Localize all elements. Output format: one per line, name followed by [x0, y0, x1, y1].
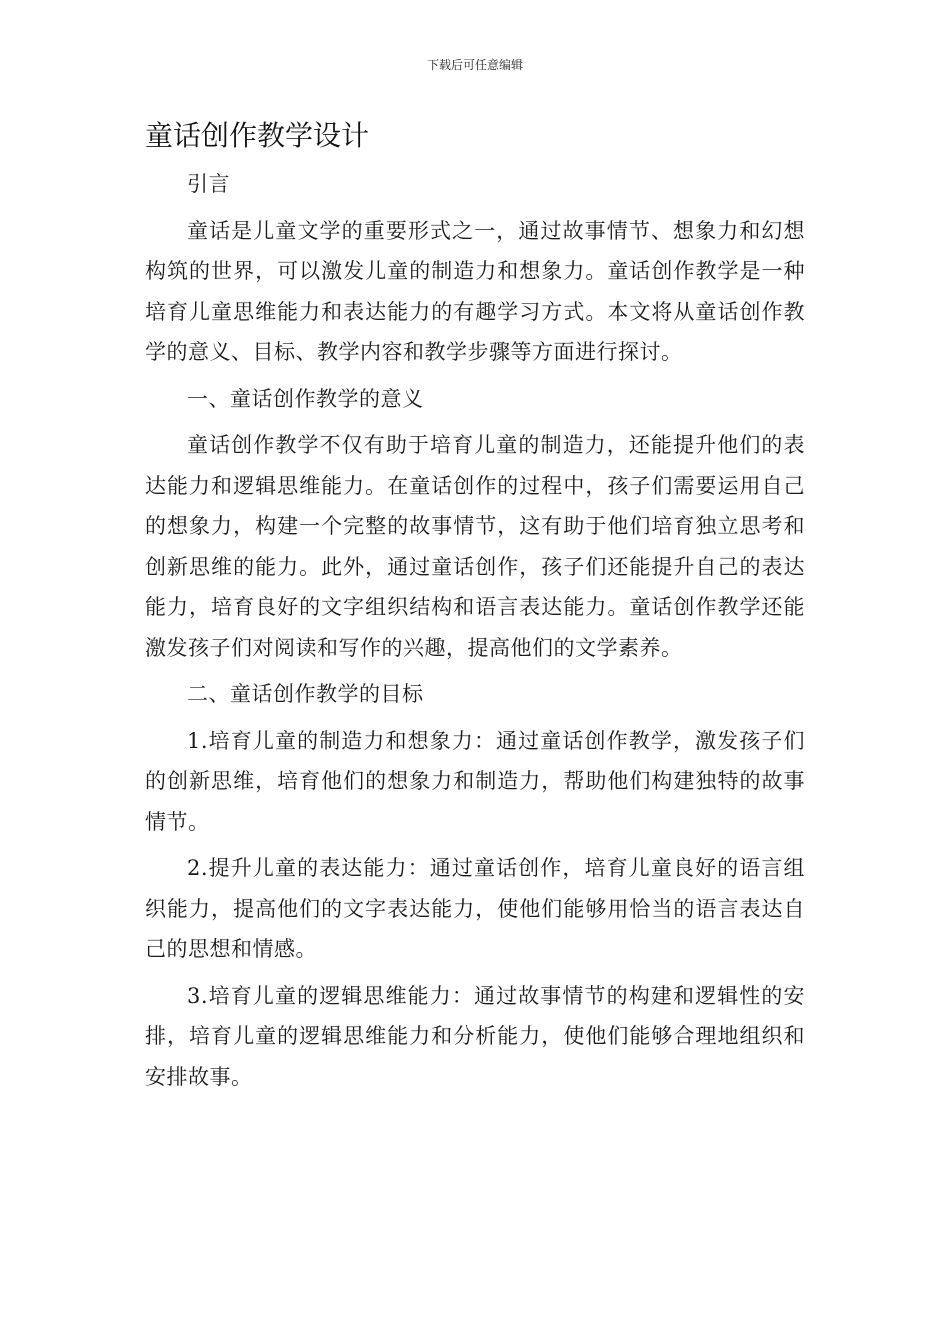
paragraph-intro: 童话是儿童文学的重要形式之一，通过故事情节、想象力和幻想构筑的世界，可以激发儿童的制造力和想象力。童话创作教学是一种培育儿童思维能力和表达能力的有趣学习方式。本文将从童话创作教学的意义、目标、教学内容和教学步骤等方面进行探讨。 [145, 218, 805, 364]
paragraph-significance: 童话创作教学不仅有助于培育儿童的制造力，还能提升他们的表达能力和逻辑思维能力。在童话创作的过程中，孩子们需要运用自己的想象力，构建一个完整的故事情节，这有助于他们培育独立思考和创新思维的能力。此外，通过童话创作，孩子们还能提升自己的表达能力，培育良好的文字组织结构和语言表达能力。童话创作教学还能激发孩子们对阅读和写作的兴趣，提高他们的文学素养。 [145, 433, 805, 660]
section-heading-goals: 二、童话创作教学的目标 [187, 682, 424, 706]
section-heading-significance: 一、童话创作教学的意义 [187, 386, 424, 411]
paragraph-goal-2: 2.提升儿童的表达能力：通过童话创作，培育儿童良好的语言组织能力，提高他们的文字表达能力，使他们能够用恰当的语言表达自己的思想和情感。 [145, 856, 805, 961]
section-heading-intro: 引言 [187, 172, 230, 196]
document-title: 童话创作教学设计 [145, 119, 370, 152]
paragraph-goal-1: 1.培育儿童的制造力和想象力：通过童话创作教学，激发孩子们的创新思维，培育他们的想象力和制造力，帮助他们构建独特的故事情节。 [145, 728, 805, 834]
paragraph-goal-3: 3.培育儿童的逻辑思维能力：通过故事情节的构建和逻辑性的安排，培育儿童的逻辑思维能力和分析能力，使他们能够合理地组织和安排故事。 [145, 983, 805, 1089]
document-body [145, 164, 805, 1103]
header-note: 下载后可任意编辑 [426, 58, 523, 72]
